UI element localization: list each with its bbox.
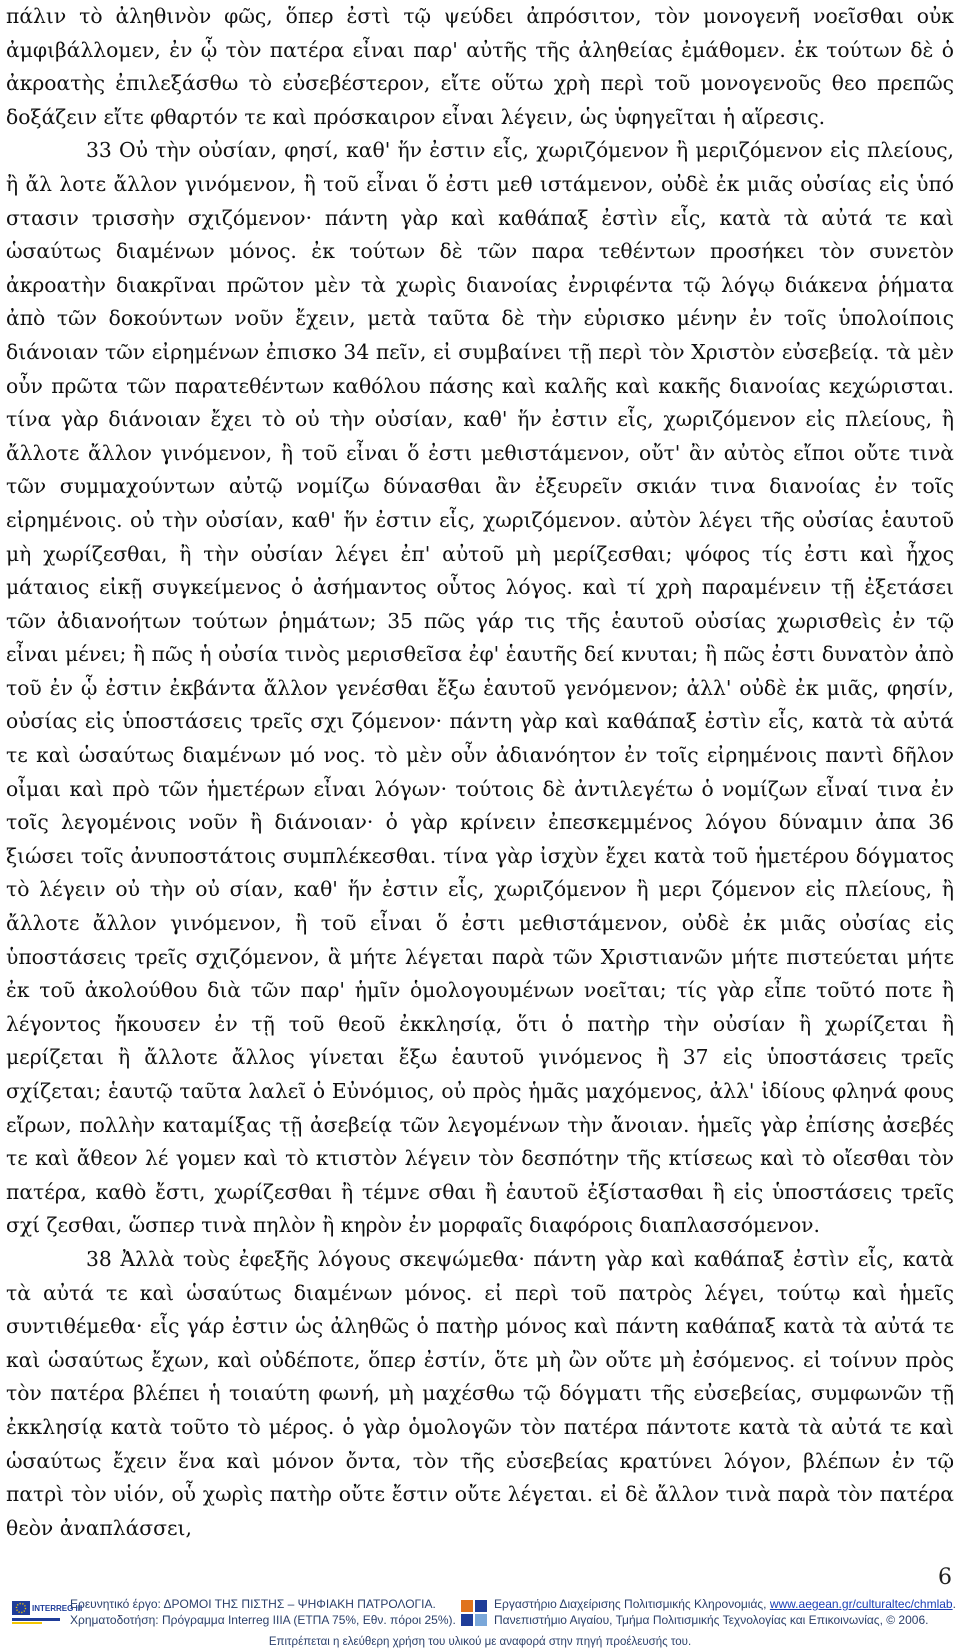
footer-lab-name: Εργαστήριο Διαχείρισης Πολιτισμικής Κληρονομιάς, bbox=[494, 1597, 770, 1611]
footer-right-lines bbox=[494, 1596, 956, 1628]
footer-lab-info bbox=[460, 1596, 955, 1632]
interreg-logo-icon bbox=[10, 1598, 83, 1628]
footer-usage-notice: Επιτρέπεται η ελεύθερη χρήση του υλικού με αναφορά στην πηγή προέλευσής του. bbox=[268, 1636, 692, 1648]
paragraph-3: 38 Ἀλλὰ τοὺς ἐφεξῆς λόγους σκεψώμεθα· πάντη γὰρ καὶ καθάπαξ ἐστὶν εἷς, κατὰ τὰ αὐτά τε καὶ ὡσαύτως διαμένων μόνος. εἰ περὶ τοῦ πατρὸς λέγει, τούτῳ καὶ ἡμεῖς συντιθέμεθα· εἷς γάρ ἐστιν ὡς ἀληθῶς ὁ πατὴρ μόνος καὶ πάντη καθάπαξ κατὰ τὰ αὐτά τε καὶ ὡσαύτως ἔχων, καὶ οὐδέποτε, ὅπερ ἐστίν, ὅτε μὴ ὢν οὔτε μὴ ἐσόμενος. εἰ τοίνυν πρὸς τὸν πατέρα βλέπει ἡ τοιαύτη φωνή, μὴ μαχέσθω τῷ δόγματι τῆς εὐσεβείας, συμφωνῶν τῇ ἐκκλησίᾳ κατὰ τοῦτο τὸ μέρος. ὁ γὰρ ὁμολογῶν τὸν πατέρα πάντοτε κατὰ τὰ αὐτά τε καὶ ὡσαύτως ἔχειν ἕνα καὶ μόνον ὄντα, τὸν τῆς εὐσεβείας κρατύνει λόγον, βλέπων ἐν τῷ πατρὶ τὸν υἱόν, οὗ χωρὶς πατὴρ οὔτε ἔστιν οὔτε λέγεται. εἰ δὲ ἄλλον τινὰ παρὰ τὸν πατέρα θεὸν ἀναπλάσσει, bbox=[6, 1246, 954, 1540]
interreg-logo-text: INTERREG III bbox=[32, 1604, 83, 1613]
footer-project-info bbox=[10, 1596, 456, 1632]
document-body bbox=[6, 0, 954, 1545]
page-number: 6 bbox=[938, 1565, 952, 1590]
footer-university: Πανεπιστήμιο Αιγαίου, Τμήμα Πολιτισμικής Τεχνολογίας και Επικοινωνίας, © 2006. bbox=[494, 1613, 929, 1627]
page-footer bbox=[0, 1594, 960, 1651]
footer-lab-line bbox=[494, 1596, 956, 1612]
lab-logo-icon bbox=[460, 1598, 488, 1628]
paragraph-2: 33 Οὐ τὴν οὐσίαν, φησί, καθ' ἥν ἐστιν εἷς, χωριζόμενον ἢ μεριζόμενον εἰς πλείους, ἢ ἄλ λοτε ἄλλον γινόμενον, ἢ τοῦ εἶναι ὅ ἐστι μεθ ιστάμενον, οὐδὲ ἐκ μιᾶς οὐσίας εἰς ὑπό στασιν τρισσὴν σχιζόμενον· πάντη γὰρ καὶ καθάπαξ ἐστὶν εἷς, κατὰ τὰ αὐτά τε καὶ ὡσαύτως διαμένων μόνος. ἐκ τούτων δὲ τῶν παρα τεθέντων προσήκει τὸν συνετὸν ἀκροατὴν διακρῖναι πρῶτον μὲν τὰ χωρὶς διανοίας ἐνριφέντα τῷ λόγῳ διάκενα ῥήματα ἀπὸ τῶν δοκούντων νοῦν ἔχειν, μετὰ ταῦτα δὲ τὴν εὑρισκο μένην ἐν τοῖς ὑπολοίποις διάνοιαν τῶν εἰρημένων ἐπισκο 34 πεῖν, εἰ συμβαίνει τῇ περὶ τὸν Χριστὸν εὐσεβείᾳ. τὰ μὲν οὖν πρῶτα τῶν παρατεθέντων καθόλου πάσης καὶ καλῆς καὶ κακῆς διανοίας κεχώρισται. τίνα γὰρ διάνοιαν ἔχει τὸ οὐ τὴν οὐσίαν, καθ' ἥν ἐστιν εἷς, χωριζόμενον εἰς πλείους, ἢ ἄλλοτε ἄλλον γινόμενον, ἢ τοῦ εἶναι ὅ ἐστι μεθιστάμενον, οὔτ' ἂν αὐτὸς εἴποι οὔτε τινὰ τῶν συμμαχούντων αὐτῷ νομίζω δύνασθαι ἂν ἐξευρεῖν σκιάν τινα διανοίας ἐν τοῖς εἰρημένοις. οὐ τὴν οὐσίαν, καθ' ἥν ἐστιν εἷς, χωριζόμενον. αὐτὸν λέγει τῆς οὐσίας ἑαυτοῦ μὴ χωρίζεσθαι, ἢ τὴν οὐσίαν λέγει ἐπ' αὐτοῦ μὴ μερίζεσθαι; ψόφος τίς ἐστι καὶ ἦχος μάταιος εἰκῇ συγκείμενος ὁ ἀσήμαντος οὗτος λόγος. καὶ τί χρὴ παραμένειν τῇ ἐξετάσει τῶν ἀδιανοήτων τούτων ῥημάτων; 35 πῶς γάρ τις τῆς ἑαυτοῦ οὐσίας χωρισθεὶς ἐν τῷ εἶναι μένει; ἢ πῶς ἡ οὐσία τινὸς μερισθεῖσα ἐφ' ἑαυτῆς δεί κνυται; ἢ πῶς ἐστι δυνατὸν ἀπὸ τοῦ ἐν ᾧ ἐστιν ἐκβάντα ἄλλον γενέσθαι ἔξω ἑαυτοῦ γενόμενον; ἀλλ' οὐδὲ ἐκ μιᾶς, φησίν, οὐσίας εἰς ὑποστάσεις τρεῖς σχι ζόμενον· πάντη γὰρ καὶ καθάπαξ ἐστὶν εἷς, κατὰ τὰ αὐτά τε καὶ ὡσαύτως διαμένων μό νος. τὸ μὲν οὖν ἀδιανόητον ἐν τοῖς εἰρημένοις παντὶ δῆλον οἶμαι καὶ πρὸ τῶν ἡμετέρων εἶναι λόγων· τούτοις δὲ ἀντιλεγέτω ὁ νομίζων εἶναί τινα ἐν τοῖς λεγομένοις νοῦν ἢ διάνοιαν· ὁ γὰρ κρίνειν ἐπεσκεμμένος λόγου δύναμιν ἀπα 36 ξιώσει τοῖς ἀνυποστάτοις συμπλέκεσθαι. τίνα γὰρ ἰσχὺν ἔχει κατὰ τοῦ ἡμετέρου δόγματος τὸ λέγειν οὐ τὴν οὐ σίαν, καθ' ἥν ἐστιν εἷς, χωριζόμενον ἢ μερι ζόμενον εἰς πλείους, ἢ ἄλλοτε ἄλλον γινόμενον, ἢ τοῦ εἶναι ὅ ἐστι μεθιστάμενον, οὐδὲ ἐκ μιᾶς οὐσίας εἰς ὑποστάσεις τρεῖς σχιζόμενον, ἃ μήτε λέγεται παρὰ τῶν Χριστιανῶν μήτε πιστεύεται μήτε ἐκ τοῦ ἀκολούθου διὰ τῶν παρ' ἡμῖν ὁμολογουμένων νοεῖται; τίς γὰρ εἶπε τοῦτό ποτε ἢ λέγοντος ἤκουσεν ἐν τῇ τοῦ θεοῦ ἐκκλησίᾳ, ὅτι ὁ πατὴρ τὴν οὐσίαν ἢ χωρίζεται ἢ μερίζεται ἢ ἄλλοτε ἄλλος γίνεται ἔξω ἑαυτοῦ γινόμενος ἢ 37 εἰς ὑποστάσεις τρεῖς σχίζεται; ἑαυτῷ ταῦτα λαλεῖ ὁ Εὐνόμιος, οὐ πρὸς ἡμᾶς μαχόμενος, ἀλλ' ἰδίους φληνά φους εἴρων, πολλὴν καταμίξας τῇ ἀσεβείᾳ τῶν λεγομένων τὴν ἄνοιαν. ἡμεῖς γὰρ ἐπίσης ἀσεβές τε καὶ ἄθεον λέ γομεν καὶ τὸ κτιστὸν λέγειν τὸν δεσπότην τῆς κτίσεως καὶ τὸ οἴεσθαι τὸν πατέρα, καθὸ ἔστι, χωρίζεσθαι ἢ τέμνε σθαι ἢ ἑαυτοῦ ἐξίστασθαι ἢ εἰς ὑποστάσεις τρεῖς σχί ζεσθαι, ὥσπερ τινὰ πηλὸν ἢ κηρὸν ἐν μορφαῖς διαφόροις διαπλασσόμενον. bbox=[6, 138, 954, 1238]
lab-website-link[interactable]: www.aegean.gr/culturaltec/chmlab bbox=[769, 1597, 953, 1611]
footer-left-lines bbox=[70, 1596, 456, 1628]
footer-lab-line-end: . bbox=[952, 1597, 956, 1611]
footer-funding: Χρηματοδοτήση: Πρόγραμμα Interreg IIIA (ΕΤΠΑ 75%, Εθν. πόροι 25%). bbox=[70, 1613, 456, 1627]
paragraph-1: πάλιν τὸ ἀληθινὸν φῶς, ὅπερ ἐστὶ τῷ ψεύδει ἀπρόσιτον, τὸν μονογενῆ νοεῖσθαι οὐκ ἀμφιβάλλομεν, ἐν ᾧ τὸν πατέρα εἶναι παρ' αὐτῆς τῆς ἀληθείας ἐμάθομεν. ἐκ τούτων δὲ ὁ ἀκροατὴς ἐπιλεξάσθω τὸ εὐσεβέστερον, εἴτε οὕτω χρὴ περὶ τοῦ μονογενοῦς θεο πρεπῶς δοξάζειν εἴτε φθαρτόν τε καὶ πρόσκαιρον εἶναι λέγειν, ὡς ὑφηγεῖται ἡ αἵρεσις. bbox=[6, 4, 954, 129]
footer-project-title: Ερευνητικό έργο: ΔΡΟΜΟΙ ΤΗΣ ΠΙΣΤΗΣ – ΨΗΦΙΑΚΗ ΠΑΤΡΟΛΟΓΙΑ. bbox=[70, 1597, 436, 1611]
